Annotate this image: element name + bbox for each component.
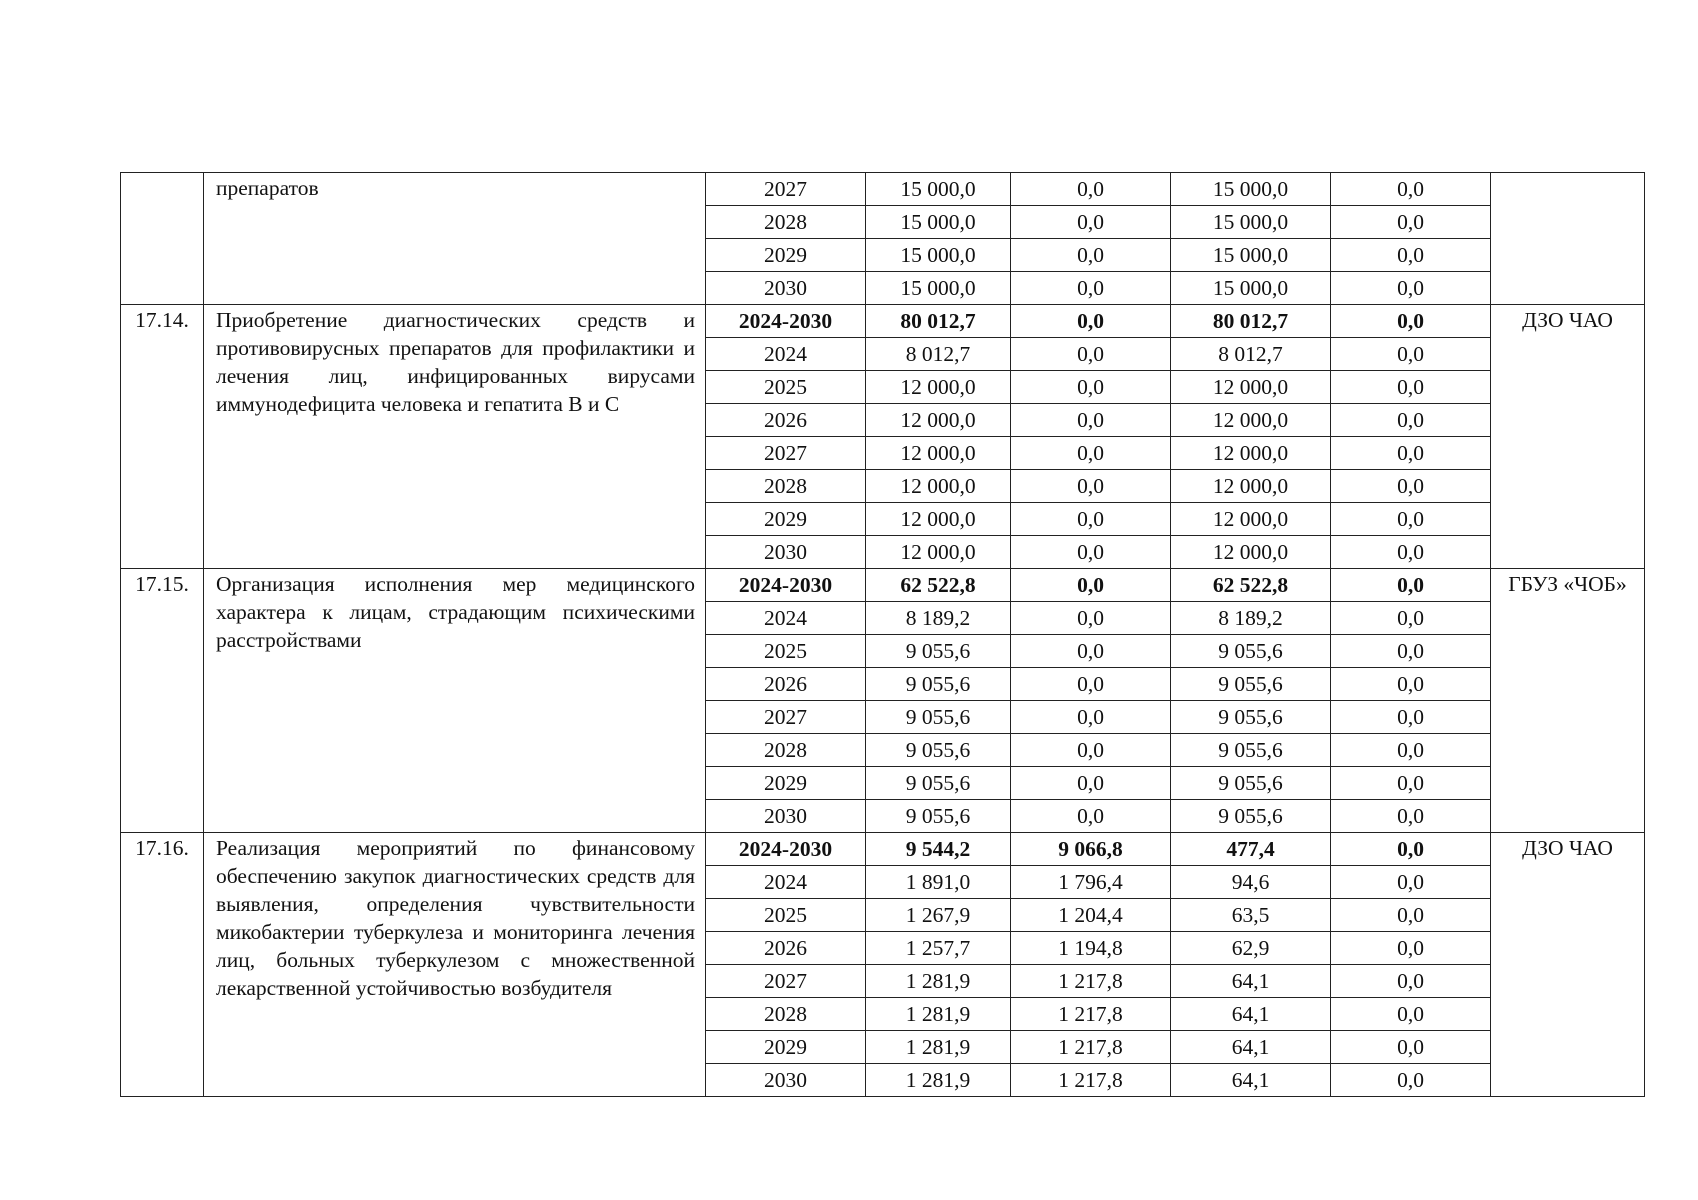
executor-cell: ДЗО ЧАО (1491, 305, 1645, 569)
period-cell: 2024 (706, 338, 866, 371)
federal-budget-cell: 0,0 (1011, 701, 1171, 734)
regional-budget-cell: 64,1 (1171, 998, 1331, 1031)
other-sources-cell: 0,0 (1331, 404, 1491, 437)
total-amount-cell: 9 055,6 (866, 635, 1011, 668)
period-cell: 2029 (706, 767, 866, 800)
regional-budget-cell: 15 000,0 (1171, 272, 1331, 305)
federal-budget-cell: 1 217,8 (1011, 998, 1171, 1031)
other-sources-cell: 0,0 (1331, 602, 1491, 635)
table-body (121, 173, 1645, 1097)
regional-budget-cell: 80 012,7 (1171, 305, 1331, 338)
period-cell: 2027 (706, 965, 866, 998)
other-sources-cell: 0,0 (1331, 371, 1491, 404)
regional-budget-cell: 64,1 (1171, 1031, 1331, 1064)
regional-budget-cell: 12 000,0 (1171, 503, 1331, 536)
period-cell: 2029 (706, 239, 866, 272)
total-amount-cell: 9 055,6 (866, 701, 1011, 734)
item-description: препаратов (204, 173, 706, 305)
item-description: Организация исполнения мер медицинского характера к лицам, страдающим психическими расстройствами (204, 569, 706, 833)
other-sources-cell: 0,0 (1331, 635, 1491, 668)
total-amount-cell: 62 522,8 (866, 569, 1011, 602)
federal-budget-cell: 0,0 (1011, 338, 1171, 371)
regional-budget-cell: 9 055,6 (1171, 734, 1331, 767)
total-amount-cell: 9 055,6 (866, 767, 1011, 800)
total-amount-cell: 15 000,0 (866, 206, 1011, 239)
federal-budget-cell: 0,0 (1011, 668, 1171, 701)
table-row-total (121, 833, 1645, 866)
period-cell: 2025 (706, 371, 866, 404)
other-sources-cell: 0,0 (1331, 1064, 1491, 1097)
regional-budget-cell: 9 055,6 (1171, 767, 1331, 800)
federal-budget-cell: 0,0 (1011, 371, 1171, 404)
other-sources-cell: 0,0 (1331, 206, 1491, 239)
period-cell: 2026 (706, 404, 866, 437)
regional-budget-cell: 12 000,0 (1171, 437, 1331, 470)
regional-budget-cell: 8 012,7 (1171, 338, 1331, 371)
other-sources-cell: 0,0 (1331, 1031, 1491, 1064)
federal-budget-cell: 0,0 (1011, 206, 1171, 239)
period-cell: 2024-2030 (706, 833, 866, 866)
total-amount-cell: 9 055,6 (866, 800, 1011, 833)
total-amount-cell: 9 544,2 (866, 833, 1011, 866)
table-row (121, 173, 1645, 206)
regional-budget-cell: 9 055,6 (1171, 800, 1331, 833)
federal-budget-cell: 0,0 (1011, 272, 1171, 305)
other-sources-cell: 0,0 (1331, 470, 1491, 503)
federal-budget-cell: 0,0 (1011, 635, 1171, 668)
other-sources-cell: 0,0 (1331, 767, 1491, 800)
total-amount-cell: 12 000,0 (866, 371, 1011, 404)
total-amount-cell: 80 012,7 (866, 305, 1011, 338)
total-amount-cell: 1 891,0 (866, 866, 1011, 899)
period-cell: 2029 (706, 1031, 866, 1064)
period-cell: 2026 (706, 668, 866, 701)
regional-budget-cell: 477,4 (1171, 833, 1331, 866)
regional-budget-cell: 62,9 (1171, 932, 1331, 965)
regional-budget-cell: 9 055,6 (1171, 668, 1331, 701)
period-cell: 2028 (706, 470, 866, 503)
item-number: 17.15. (121, 569, 204, 833)
period-cell: 2026 (706, 932, 866, 965)
total-amount-cell: 1 281,9 (866, 965, 1011, 998)
period-cell: 2030 (706, 272, 866, 305)
executor-cell (1491, 173, 1645, 305)
regional-budget-cell: 12 000,0 (1171, 404, 1331, 437)
other-sources-cell: 0,0 (1331, 998, 1491, 1031)
regional-budget-cell: 94,6 (1171, 866, 1331, 899)
total-amount-cell: 1 281,9 (866, 1031, 1011, 1064)
federal-budget-cell: 0,0 (1011, 239, 1171, 272)
period-cell: 2028 (706, 206, 866, 239)
other-sources-cell: 0,0 (1331, 305, 1491, 338)
period-cell: 2028 (706, 998, 866, 1031)
table-row-total (121, 305, 1645, 338)
federal-budget-cell: 0,0 (1011, 404, 1171, 437)
federal-budget-cell: 1 194,8 (1011, 932, 1171, 965)
federal-budget-cell: 0,0 (1011, 767, 1171, 800)
regional-budget-cell: 15 000,0 (1171, 239, 1331, 272)
federal-budget-cell: 0,0 (1011, 437, 1171, 470)
federal-budget-cell: 0,0 (1011, 173, 1171, 206)
period-cell: 2024 (706, 602, 866, 635)
regional-budget-cell: 15 000,0 (1171, 173, 1331, 206)
period-cell: 2030 (706, 536, 866, 569)
other-sources-cell: 0,0 (1331, 569, 1491, 602)
period-cell: 2028 (706, 734, 866, 767)
other-sources-cell: 0,0 (1331, 701, 1491, 734)
total-amount-cell: 15 000,0 (866, 239, 1011, 272)
total-amount-cell: 12 000,0 (866, 437, 1011, 470)
regional-budget-cell: 64,1 (1171, 965, 1331, 998)
other-sources-cell: 0,0 (1331, 800, 1491, 833)
item-number (121, 173, 204, 305)
total-amount-cell: 15 000,0 (866, 173, 1011, 206)
other-sources-cell: 0,0 (1331, 536, 1491, 569)
federal-budget-cell: 1 217,8 (1011, 1064, 1171, 1097)
period-cell: 2025 (706, 899, 866, 932)
other-sources-cell: 0,0 (1331, 932, 1491, 965)
total-amount-cell: 8 189,2 (866, 602, 1011, 635)
funding-table (120, 172, 1645, 1097)
period-cell: 2029 (706, 503, 866, 536)
total-amount-cell: 8 012,7 (866, 338, 1011, 371)
total-amount-cell: 12 000,0 (866, 503, 1011, 536)
other-sources-cell: 0,0 (1331, 833, 1491, 866)
item-number: 17.14. (121, 305, 204, 569)
period-cell: 2024-2030 (706, 305, 866, 338)
period-cell: 2030 (706, 1064, 866, 1097)
total-amount-cell: 12 000,0 (866, 404, 1011, 437)
federal-budget-cell: 0,0 (1011, 569, 1171, 602)
federal-budget-cell: 1 217,8 (1011, 965, 1171, 998)
regional-budget-cell: 63,5 (1171, 899, 1331, 932)
period-cell: 2030 (706, 800, 866, 833)
other-sources-cell: 0,0 (1331, 668, 1491, 701)
regional-budget-cell: 62 522,8 (1171, 569, 1331, 602)
federal-budget-cell: 0,0 (1011, 470, 1171, 503)
item-description: Приобретение диагностических средств и противовирусных препаратов для профилактики и лечения лиц, инфицированных вирусами иммунодефицита человека и гепатита B и C (204, 305, 706, 569)
other-sources-cell: 0,0 (1331, 965, 1491, 998)
total-amount-cell: 1 257,7 (866, 932, 1011, 965)
item-description: Реализация мероприятий по финансовому обеспечению закупок диагностических средств для выявления, определения чувствительности микобактерии туберкулеза и мониторинга лечения лиц, больных туберкулезом с множественной лекарственной устойчивостью возбудителя (204, 833, 706, 1097)
federal-budget-cell: 1 217,8 (1011, 1031, 1171, 1064)
federal-budget-cell: 0,0 (1011, 536, 1171, 569)
federal-budget-cell: 0,0 (1011, 602, 1171, 635)
table-row-total (121, 569, 1645, 602)
federal-budget-cell: 0,0 (1011, 305, 1171, 338)
other-sources-cell: 0,0 (1331, 338, 1491, 371)
regional-budget-cell: 15 000,0 (1171, 206, 1331, 239)
regional-budget-cell: 9 055,6 (1171, 701, 1331, 734)
total-amount-cell: 1 281,9 (866, 1064, 1011, 1097)
period-cell: 2024-2030 (706, 569, 866, 602)
regional-budget-cell: 9 055,6 (1171, 635, 1331, 668)
regional-budget-cell: 64,1 (1171, 1064, 1331, 1097)
federal-budget-cell: 9 066,8 (1011, 833, 1171, 866)
total-amount-cell: 15 000,0 (866, 272, 1011, 305)
regional-budget-cell: 8 189,2 (1171, 602, 1331, 635)
regional-budget-cell: 12 000,0 (1171, 470, 1331, 503)
total-amount-cell: 9 055,6 (866, 734, 1011, 767)
total-amount-cell: 1 267,9 (866, 899, 1011, 932)
total-amount-cell: 1 281,9 (866, 998, 1011, 1031)
other-sources-cell: 0,0 (1331, 272, 1491, 305)
other-sources-cell: 0,0 (1331, 503, 1491, 536)
executor-cell: ГБУЗ «ЧОБ» (1491, 569, 1645, 833)
other-sources-cell: 0,0 (1331, 239, 1491, 272)
other-sources-cell: 0,0 (1331, 734, 1491, 767)
regional-budget-cell: 12 000,0 (1171, 536, 1331, 569)
period-cell: 2027 (706, 437, 866, 470)
period-cell: 2024 (706, 866, 866, 899)
item-number: 17.16. (121, 833, 204, 1097)
total-amount-cell: 12 000,0 (866, 536, 1011, 569)
federal-budget-cell: 0,0 (1011, 734, 1171, 767)
other-sources-cell: 0,0 (1331, 899, 1491, 932)
other-sources-cell: 0,0 (1331, 437, 1491, 470)
other-sources-cell: 0,0 (1331, 866, 1491, 899)
period-cell: 2025 (706, 635, 866, 668)
total-amount-cell: 9 055,6 (866, 668, 1011, 701)
executor-cell: ДЗО ЧАО (1491, 833, 1645, 1097)
federal-budget-cell: 1 204,4 (1011, 899, 1171, 932)
other-sources-cell: 0,0 (1331, 173, 1491, 206)
total-amount-cell: 12 000,0 (866, 470, 1011, 503)
federal-budget-cell: 1 796,4 (1011, 866, 1171, 899)
federal-budget-cell: 0,0 (1011, 800, 1171, 833)
federal-budget-cell: 0,0 (1011, 503, 1171, 536)
period-cell: 2027 (706, 701, 866, 734)
regional-budget-cell: 12 000,0 (1171, 371, 1331, 404)
period-cell: 2027 (706, 173, 866, 206)
